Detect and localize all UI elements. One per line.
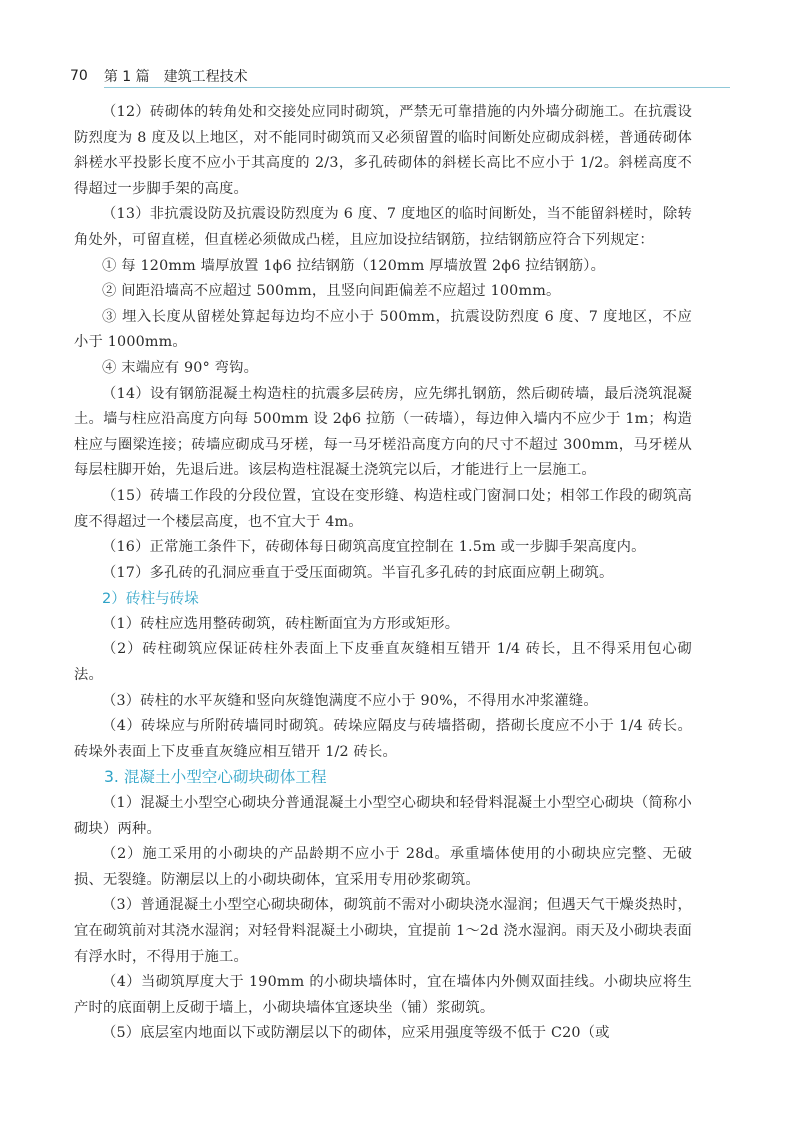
paragraph-12: （12）砖砌体的转角处和交接处应同时砌筑，严禁无可靠措施的内外墙分砌施工。在抗震设防烈度为 8 度及以上地区，对不能同时砌筑而又必须留置的临时间断处应砌成斜槎，普通砖砌体斜槎水平投影长度不应小于其高度的 2/3，多孔砖砌体的斜槎长高比不应小于 1/2。斜槎高度不得超过一步脚手架的高度。 bbox=[74, 104, 692, 197]
body-text bbox=[74, 100, 692, 1047]
section-title: 建筑工程技术 bbox=[163, 69, 248, 85]
column-item-3: （3）砖柱的水平灰缝和竖向灰缝饱满度不应小于 90%，不得用水冲浆灌缝。 bbox=[102, 692, 598, 709]
rule-item-2: ② 间距沿墙高不应超过 500mm，且竖向间距偏差不应超过 100mm。 bbox=[102, 283, 561, 300]
heading-brick-column: 2）砖柱与砖垛 bbox=[102, 590, 199, 608]
column-item-4: （4）砖垛应与所附砖墙同时砌筑。砖垛应隔皮与砖墙搭砌，搭砌长度应不小于 1/4 砖长。砖垛外表面上下皮垂直灰缝应相互错开 1/2 砖长。 bbox=[74, 718, 692, 760]
block-item-1: （1）混凝土小型空心砌块分普通混凝土小型空心砌块和轻骨料混凝土小型空心砌块（简称小砌块）两种。 bbox=[74, 795, 692, 837]
paragraph-15: （15）砖墙工作段的分段位置，宜设在变形缝、构造柱或门窗洞口处；相邻工作段的砌筑高度不得超过一个楼层高度，也不宜大于 4m。 bbox=[74, 487, 692, 530]
header-rule bbox=[104, 87, 730, 88]
column-item-1: （1）砖柱应选用整砖砌筑，砖柱断面宜为方形或矩形。 bbox=[102, 615, 460, 632]
rule-item-3: ③ 埋入长度从留槎处算起每边均不应小于 500mm，抗震设防烈度 6 度、7 度地区，不应小于 1000mm。 bbox=[74, 308, 692, 351]
column-item-2: （2）砖柱砌筑应保证砖柱外表面上下皮垂直灰缝相互错开 1/4 砖长，且不得采用包心砌法。 bbox=[74, 641, 692, 684]
heading-concrete-block: 3. 混凝土小型空心砌块砌体工程 bbox=[104, 768, 327, 787]
running-header bbox=[70, 64, 730, 88]
block-item-2: （2）施工采用的小砌块的产品龄期不应小于 28d。承重墙体使用的小砌块应完整、无破损、无裂缝。防潮层以上的小砌块砌体，宜采用专用砂浆砌筑。 bbox=[74, 846, 692, 888]
paragraph-13: （13）非抗震设防及抗震设防烈度为 6 度、7 度地区的临时间断处，当不能留斜槎时，除转角处外，可留直槎，但直槎必须做成凸槎，且应加设拉结钢筋，拉结钢筋应符合下列规定： bbox=[74, 206, 692, 248]
block-item-4: （4）当砌筑厚度大于 190mm 的小砌块墙体时，宜在墙体内外侧双面挂线。小砌块应将生产时的底面朝上反砌于墙上，小砌块墙体宜逐块坐（铺）浆砌筑。 bbox=[74, 974, 692, 1016]
block-item-3: （3）普通混凝土小型空心砌块砌体，砌筑前不需对小砌块浇水湿润；但遇天气干燥炎热时，宜在砌筑前对其浇水湿润；对轻骨料混凝土小砌块，宜提前 1～2d 浇水湿润。雨天及小砌块表面有浮水时，不得用于施工。 bbox=[74, 897, 692, 965]
rule-item-1: ① 每 120mm 墙厚放置 1ϕ6 拉结钢筋（120mm 厚墙放置 2ϕ6 拉结钢筋）。 bbox=[102, 257, 606, 274]
part-label: 第 1 篇 bbox=[103, 69, 150, 85]
rule-item-4: ④ 末端应有 90° 弯钩。 bbox=[102, 359, 259, 376]
paragraph-16: （16）正常施工条件下，砖砌体每日砌筑高度宜控制在 1.5m 或一步脚手架高度内。 bbox=[102, 539, 646, 556]
block-item-5: （5）底层室内地面以下或防潮层以下的砌体，应采用强度等级不低于 C20（或 bbox=[102, 1025, 610, 1042]
paragraph-17: （17）多孔砖的孔洞应垂直于受压面砌筑。半盲孔多孔砖的封底面应朝上砌筑。 bbox=[102, 564, 614, 581]
page-number: 70 bbox=[70, 68, 88, 84]
paragraph-14: （14）设有钢筋混凝土构造柱的抗震多层砖房，应先绑扎钢筋，然后砌砖墙，最后浇筑混凝土。墙与柱应沿高度方向每 500mm 设 2ϕ6 拉筋（一砖墙），每边伸入墙内不应少于 1m；构造柱应与圈梁连接；砖墙应砌成马牙槎，每一马牙槎沿高度方向的尺寸不超过 300mm，马牙槎从每层柱脚开始，先退后进。该层构造柱混凝土浇筑完以后，才能进行上一层施工。 bbox=[74, 385, 692, 479]
